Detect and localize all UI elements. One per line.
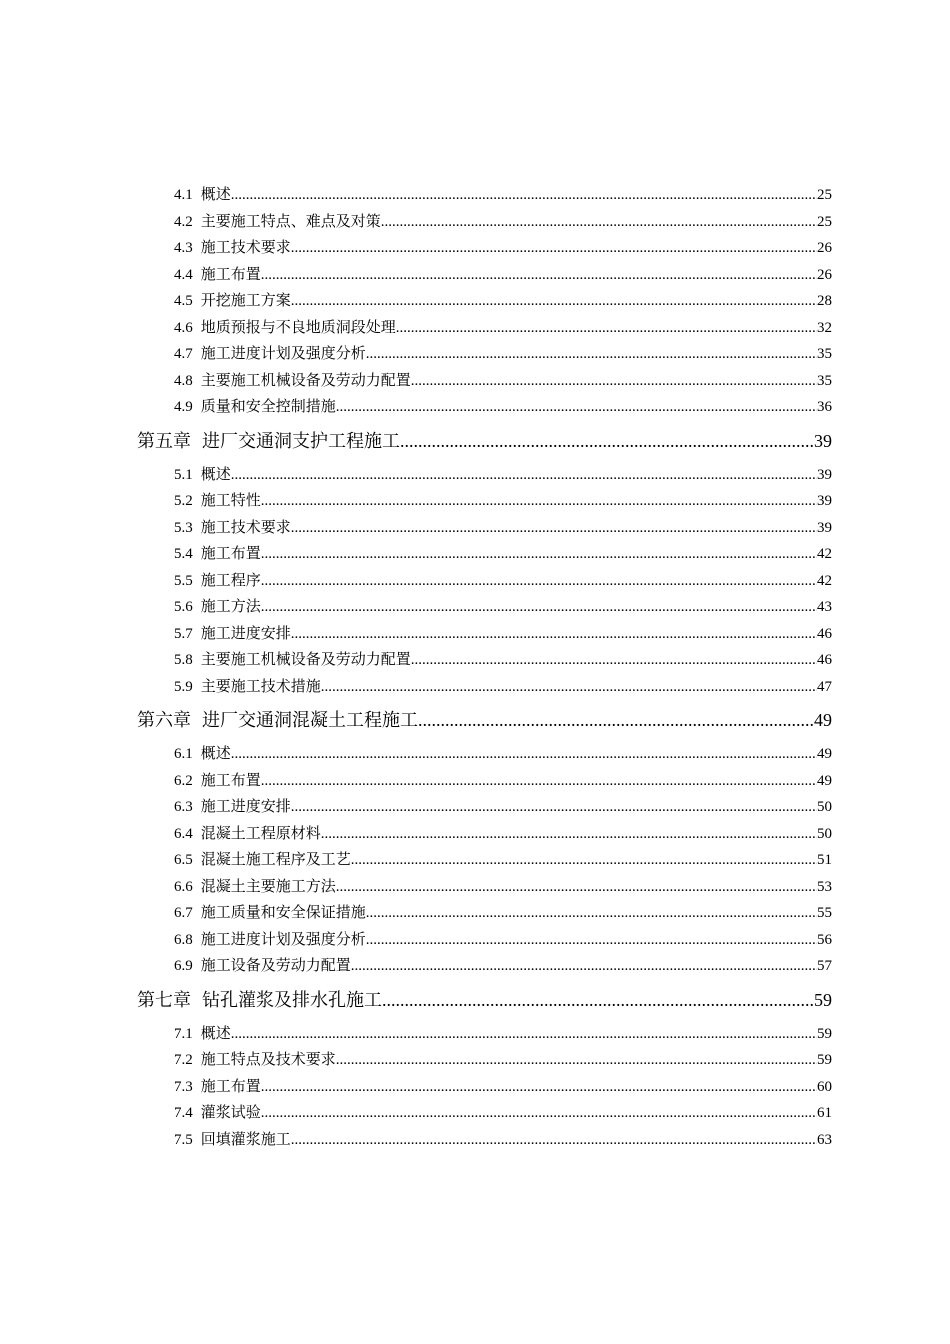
toc-entry-title: 施工进度安排 bbox=[200, 625, 291, 642]
toc-entry-title: 施工布置 bbox=[200, 772, 261, 789]
toc-entry-number: 6.8 bbox=[174, 931, 193, 948]
toc-entry-title: 施工质量和安全保证措施 bbox=[200, 905, 366, 921]
toc-dot-leader bbox=[291, 1127, 817, 1154]
toc-entry-title: 主要施工技术措施 bbox=[200, 678, 321, 695]
toc-dot-leader bbox=[411, 647, 817, 674]
toc-dot-leader bbox=[336, 874, 817, 901]
toc-page-number: 25 bbox=[817, 213, 832, 230]
toc-entry-title: 质量和安全控制措施 bbox=[200, 399, 336, 415]
toc-entry-number: 6.3 bbox=[174, 799, 193, 815]
toc-dot-leader bbox=[400, 424, 814, 458]
toc-dot-leader bbox=[411, 368, 817, 395]
toc-entry-number: 6.7 bbox=[174, 905, 193, 921]
toc-dot-leader bbox=[366, 900, 817, 927]
toc-entry-title: 施工技术要求 bbox=[200, 240, 291, 256]
toc-chapter-entry[interactable] bbox=[137, 703, 832, 737]
toc-entry-title: 混凝土工程原材料 bbox=[200, 825, 321, 842]
toc-dot-leader bbox=[336, 1047, 817, 1074]
toc-page-number: 42 bbox=[817, 546, 832, 562]
toc-section-entry[interactable] bbox=[174, 741, 832, 768]
toc-entry-number: 5.5 bbox=[174, 572, 193, 589]
toc-entry-title: 混凝土施工程序及工艺 bbox=[200, 852, 351, 868]
toc-page-number: 61 bbox=[817, 1105, 832, 1121]
toc-entry-title: 地质预报与不良地质洞段处理 bbox=[200, 319, 396, 336]
toc-page-number: 39 bbox=[817, 519, 832, 536]
toc-entry-number: 第七章 bbox=[137, 989, 191, 1010]
toc-page-number: 59 bbox=[817, 1052, 832, 1068]
toc-entry-number: 4.9 bbox=[174, 399, 193, 415]
toc-entry-title: 灌浆试验 bbox=[200, 1105, 261, 1121]
toc-page-number: 42 bbox=[817, 572, 832, 589]
toc-entry-title: 施工特点及技术要求 bbox=[200, 1052, 336, 1068]
toc-entry-number: 第五章 bbox=[137, 430, 191, 451]
toc-entry-title: 钻孔灌浆及排水孔施工 bbox=[202, 989, 382, 1010]
toc-entry-number: 6.6 bbox=[174, 878, 193, 895]
toc-section-entry[interactable] bbox=[174, 953, 832, 980]
toc-entry-title: 施工设备及劳动力配置 bbox=[200, 958, 351, 974]
toc-section-entry[interactable] bbox=[174, 900, 832, 927]
toc-entry-number: 5.1 bbox=[174, 466, 193, 483]
toc-entry-number: 5.3 bbox=[174, 519, 193, 536]
toc-dot-leader bbox=[381, 209, 817, 236]
toc-page-number: 50 bbox=[817, 825, 832, 842]
toc-entry-title: 概述 bbox=[200, 746, 231, 762]
toc-dot-leader bbox=[261, 541, 817, 568]
toc-page-number: 46 bbox=[817, 652, 832, 668]
toc-section-entry[interactable] bbox=[174, 1127, 832, 1154]
toc-entry-number: 4.2 bbox=[174, 213, 193, 230]
toc-dot-leader bbox=[418, 703, 814, 737]
toc-entry-title: 施工特性 bbox=[200, 493, 261, 509]
toc-page-number: 25 bbox=[817, 187, 832, 203]
toc-section-entry[interactable] bbox=[174, 541, 832, 568]
toc-entry-title: 进厂交通洞支护工程施工 bbox=[202, 430, 400, 451]
toc-dot-leader bbox=[261, 568, 817, 595]
toc-entry-title: 主要施工机械设备及劳动力配置 bbox=[200, 372, 411, 389]
toc-dot-leader bbox=[261, 488, 817, 515]
toc-entry-title: 施工程序 bbox=[200, 572, 261, 589]
toc-page-number: 26 bbox=[817, 240, 832, 256]
toc-entry-number: 6.1 bbox=[174, 746, 193, 762]
toc-entry-number: 第六章 bbox=[137, 710, 191, 730]
toc-section-entry[interactable] bbox=[174, 647, 832, 674]
toc-entry-title: 施工布置 bbox=[200, 266, 261, 283]
toc-entry-title: 施工进度计划及强度分析 bbox=[200, 931, 366, 948]
toc-dot-leader bbox=[261, 1100, 817, 1127]
toc-section-entry[interactable] bbox=[174, 394, 832, 421]
toc-entry-number: 6.9 bbox=[174, 958, 193, 974]
toc-chapter-entry[interactable] bbox=[137, 983, 832, 1017]
toc-page-number: 59 bbox=[814, 989, 832, 1010]
toc-entry-number: 5.6 bbox=[174, 599, 193, 615]
toc-entry-number: 5.2 bbox=[174, 493, 193, 509]
toc-page-number: 51 bbox=[817, 852, 832, 868]
toc-page-number: 26 bbox=[817, 266, 832, 283]
toc-dot-leader bbox=[291, 235, 817, 262]
toc-page-number: 60 bbox=[817, 1078, 832, 1095]
toc-section-entry[interactable] bbox=[174, 341, 832, 368]
toc-section-entry[interactable] bbox=[174, 235, 832, 262]
toc-page-number: 49 bbox=[817, 772, 832, 789]
toc-page-number: 28 bbox=[817, 293, 832, 309]
toc-page-number: 56 bbox=[817, 931, 832, 948]
toc-section-entry[interactable] bbox=[174, 1021, 832, 1048]
toc-section-entry[interactable] bbox=[174, 594, 832, 621]
toc-page-number: 47 bbox=[817, 678, 832, 695]
toc-section-entry[interactable] bbox=[174, 315, 832, 342]
toc-page-number: 55 bbox=[817, 905, 832, 921]
toc-section-entry[interactable] bbox=[174, 262, 832, 289]
toc-dot-leader bbox=[366, 927, 817, 954]
toc-page-number: 50 bbox=[817, 799, 832, 815]
toc-page-number: 32 bbox=[817, 319, 832, 336]
toc-entry-number: 7.2 bbox=[174, 1052, 193, 1068]
toc-entry-number: 7.3 bbox=[174, 1078, 193, 1095]
toc-page-number: 36 bbox=[817, 399, 832, 415]
toc-page-number: 39 bbox=[817, 466, 832, 483]
toc-section-entry[interactable] bbox=[174, 821, 832, 848]
toc-dot-leader bbox=[291, 621, 817, 648]
toc-entry-title: 概述 bbox=[200, 466, 231, 483]
toc-section-entry[interactable] bbox=[174, 1100, 832, 1127]
toc-entry-number: 6.5 bbox=[174, 852, 193, 868]
toc-entry-number: 5.9 bbox=[174, 678, 193, 695]
toc-entry-title: 进厂交通洞混凝土工程施工 bbox=[202, 710, 418, 730]
toc-page-number: 39 bbox=[814, 430, 832, 451]
toc-section-entry[interactable] bbox=[174, 209, 832, 236]
toc-entry-number: 7.5 bbox=[174, 1131, 193, 1148]
toc-section-entry[interactable] bbox=[174, 927, 832, 954]
toc-dot-leader bbox=[366, 341, 817, 368]
toc-dot-leader bbox=[291, 288, 817, 315]
toc-entry-number: 4.3 bbox=[174, 240, 193, 256]
toc-page-number: 57 bbox=[817, 958, 832, 974]
toc-entry-number: 5.7 bbox=[174, 625, 193, 642]
toc-entry-title: 施工技术要求 bbox=[200, 519, 291, 536]
toc-page-number: 35 bbox=[817, 372, 832, 389]
toc-dot-leader bbox=[382, 983, 814, 1017]
toc-entry-number: 6.4 bbox=[174, 825, 193, 842]
toc-dot-leader bbox=[261, 1074, 817, 1101]
toc-page-number: 46 bbox=[817, 625, 832, 642]
toc-section-entry[interactable] bbox=[174, 874, 832, 901]
toc-section-entry[interactable] bbox=[174, 1047, 832, 1074]
toc-dot-leader bbox=[261, 262, 817, 289]
toc-entry-title: 概述 bbox=[200, 187, 231, 203]
toc-entry-title: 施工进度计划及强度分析 bbox=[200, 346, 366, 362]
toc-entry-number: 4.5 bbox=[174, 293, 193, 309]
toc-section-entry[interactable] bbox=[174, 674, 832, 701]
toc-section-entry[interactable] bbox=[174, 368, 832, 395]
toc-entry-number: 4.1 bbox=[174, 187, 193, 203]
toc-section-entry[interactable] bbox=[174, 288, 832, 315]
toc-entry-title: 主要施工特点、难点及对策 bbox=[200, 213, 381, 230]
toc-dot-leader bbox=[291, 794, 817, 821]
toc-entry-number: 4.4 bbox=[174, 266, 193, 283]
toc-entry-title: 混凝土主要施工方法 bbox=[200, 878, 336, 895]
toc-dot-leader bbox=[261, 768, 817, 795]
toc-entry-number: 5.8 bbox=[174, 652, 193, 668]
toc-dot-leader bbox=[351, 953, 817, 980]
toc-entry-number: 4.8 bbox=[174, 372, 193, 389]
toc-section-entry[interactable] bbox=[174, 568, 832, 595]
toc-entry-title: 施工布置 bbox=[200, 1078, 261, 1095]
toc-section-entry[interactable] bbox=[174, 515, 832, 542]
toc-entry-title: 施工方法 bbox=[200, 599, 261, 615]
toc-section-entry[interactable] bbox=[174, 621, 832, 648]
toc-dot-leader bbox=[231, 1021, 817, 1048]
toc-dot-leader bbox=[321, 821, 817, 848]
toc-entry-number: 7.4 bbox=[174, 1105, 193, 1121]
toc-dot-leader bbox=[261, 594, 817, 621]
toc-dot-leader bbox=[351, 847, 817, 874]
toc-page-number: 39 bbox=[817, 493, 832, 509]
toc-section-entry[interactable] bbox=[174, 794, 832, 821]
toc-page-number: 49 bbox=[814, 710, 832, 730]
toc-entry-number: 7.1 bbox=[174, 1025, 193, 1042]
toc-page-number: 43 bbox=[817, 599, 832, 615]
toc-section-entry[interactable] bbox=[174, 462, 832, 489]
toc-dot-leader bbox=[231, 741, 817, 768]
toc-entry-number: 6.2 bbox=[174, 772, 193, 789]
toc-dot-leader bbox=[231, 182, 817, 209]
toc-page-number: 49 bbox=[817, 746, 832, 762]
toc-section-entry[interactable] bbox=[174, 768, 832, 795]
toc-entry-title: 开挖施工方案 bbox=[200, 293, 291, 309]
toc-page-number: 63 bbox=[817, 1131, 832, 1148]
toc-entry-title: 回填灌浆施工 bbox=[200, 1131, 291, 1148]
toc-entry-title: 施工进度安排 bbox=[200, 799, 291, 815]
toc-page-number: 35 bbox=[817, 346, 832, 362]
toc-entry-number: 4.7 bbox=[174, 346, 193, 362]
toc-entry-title: 施工布置 bbox=[200, 546, 261, 562]
toc-section-entry[interactable] bbox=[174, 488, 832, 515]
toc-entry-title: 概述 bbox=[200, 1025, 231, 1042]
table-of-contents bbox=[0, 182, 950, 1153]
toc-section-entry[interactable] bbox=[174, 182, 832, 209]
toc-page-number: 53 bbox=[817, 878, 832, 895]
toc-entry-title: 主要施工机械设备及劳动力配置 bbox=[200, 652, 411, 668]
toc-dot-leader bbox=[231, 462, 817, 489]
toc-entry-number: 4.6 bbox=[174, 319, 193, 336]
toc-section-entry[interactable] bbox=[174, 847, 832, 874]
toc-dot-leader bbox=[336, 394, 817, 421]
toc-dot-leader bbox=[291, 515, 817, 542]
toc-chapter-entry[interactable] bbox=[137, 424, 832, 458]
toc-dot-leader bbox=[396, 315, 817, 342]
toc-dot-leader bbox=[321, 674, 817, 701]
toc-entry-number: 5.4 bbox=[174, 546, 193, 562]
toc-page-number: 59 bbox=[817, 1025, 832, 1042]
toc-section-entry[interactable] bbox=[174, 1074, 832, 1101]
